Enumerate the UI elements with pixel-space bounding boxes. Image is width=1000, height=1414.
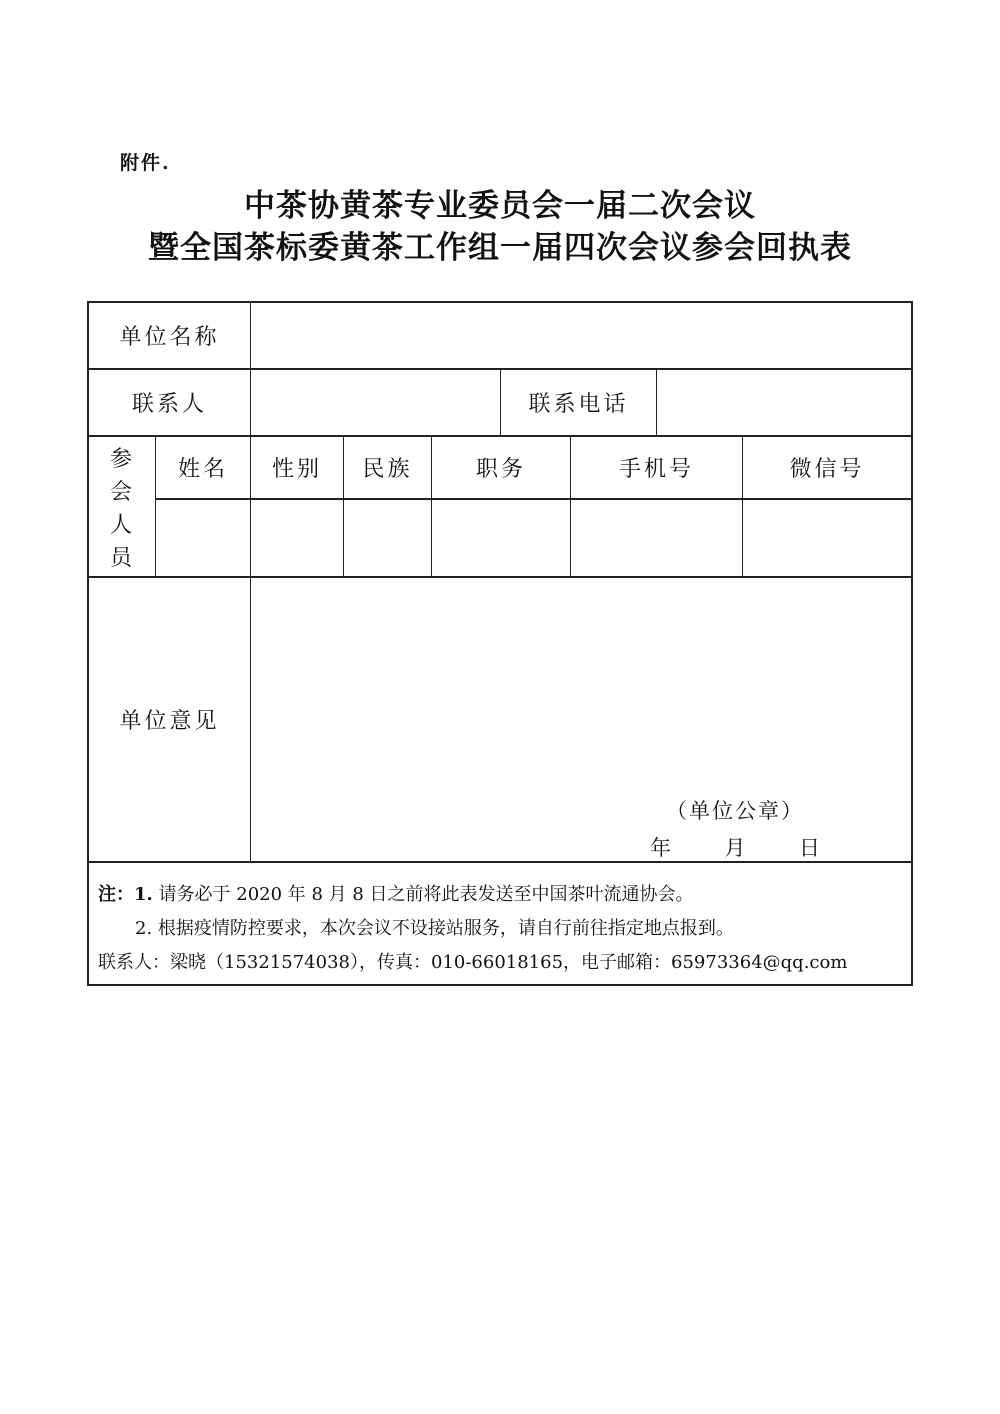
column-header-ethnicity: 民族 [362, 457, 413, 482]
column-header-gender: 性别 [271, 457, 322, 482]
phone-field[interactable] [657, 370, 911, 435]
opinion-label: 单位意见 [119, 709, 220, 734]
column-header-mobile: 手机号 [618, 457, 694, 482]
attendee-gender-field[interactable] [251, 500, 343, 576]
attendees-label-char: 会 [109, 480, 132, 505]
notes-section [98, 878, 847, 980]
phone-label: 联系电话 [528, 392, 629, 417]
attendee-ethnicity-field[interactable] [344, 500, 431, 576]
attendee-name-field[interactable] [156, 500, 250, 576]
column-header-position: 职务 [475, 457, 526, 482]
org-name-field[interactable] [251, 303, 911, 368]
date-month-label: 月 [724, 836, 746, 860]
attendee-position-field[interactable] [432, 500, 570, 576]
note-2: 2. 根据疫情防控要求，本次会议不设接站服务，请自行前往指定地点报到。 [135, 918, 734, 939]
note-prefix: 注： [98, 884, 134, 905]
contact-field[interactable] [251, 370, 500, 435]
attendees-label [87, 437, 155, 577]
attendees-label-char: 员 [109, 546, 132, 571]
table-border-right [911, 301, 913, 986]
date-year-label: 年 [650, 836, 671, 860]
column-header-wechat: 微信号 [789, 457, 865, 482]
note-1-number: 1. [134, 884, 153, 905]
note-1-text: 请务必于 2020 年 8 月 8 日之前将此表发送至中国茶叶流通协会。 [152, 884, 694, 905]
date-day-label: 日 [799, 836, 820, 860]
attendee-wechat-field[interactable] [743, 500, 911, 576]
note-1 [98, 878, 847, 912]
seal-label: （单位公章） [666, 799, 804, 823]
title-line-1: 中茶协黄茶专业委员会一届二次会议 [244, 188, 756, 224]
contact-label: 联系人 [131, 392, 207, 417]
column-header-name: 姓名 [177, 457, 228, 482]
attendees-label-char: 人 [109, 513, 132, 538]
attendee-mobile-field[interactable] [571, 500, 742, 576]
attendees-label-char: 参 [109, 447, 132, 472]
attachment-label: 附件. [120, 152, 171, 174]
date-line [650, 832, 820, 862]
title-line-2: 暨全国茶标委黄茶工作组一届四次会议参会回执表 [148, 230, 852, 266]
opinion-field[interactable] [251, 578, 911, 788]
contact-info-line: 联系人：梁晓（15321574038），传真：010-66018165，电子邮箱：65973364@qq.com [98, 952, 848, 973]
org-name-label: 单位名称 [119, 325, 220, 350]
table-border-bottom [87, 984, 913, 986]
